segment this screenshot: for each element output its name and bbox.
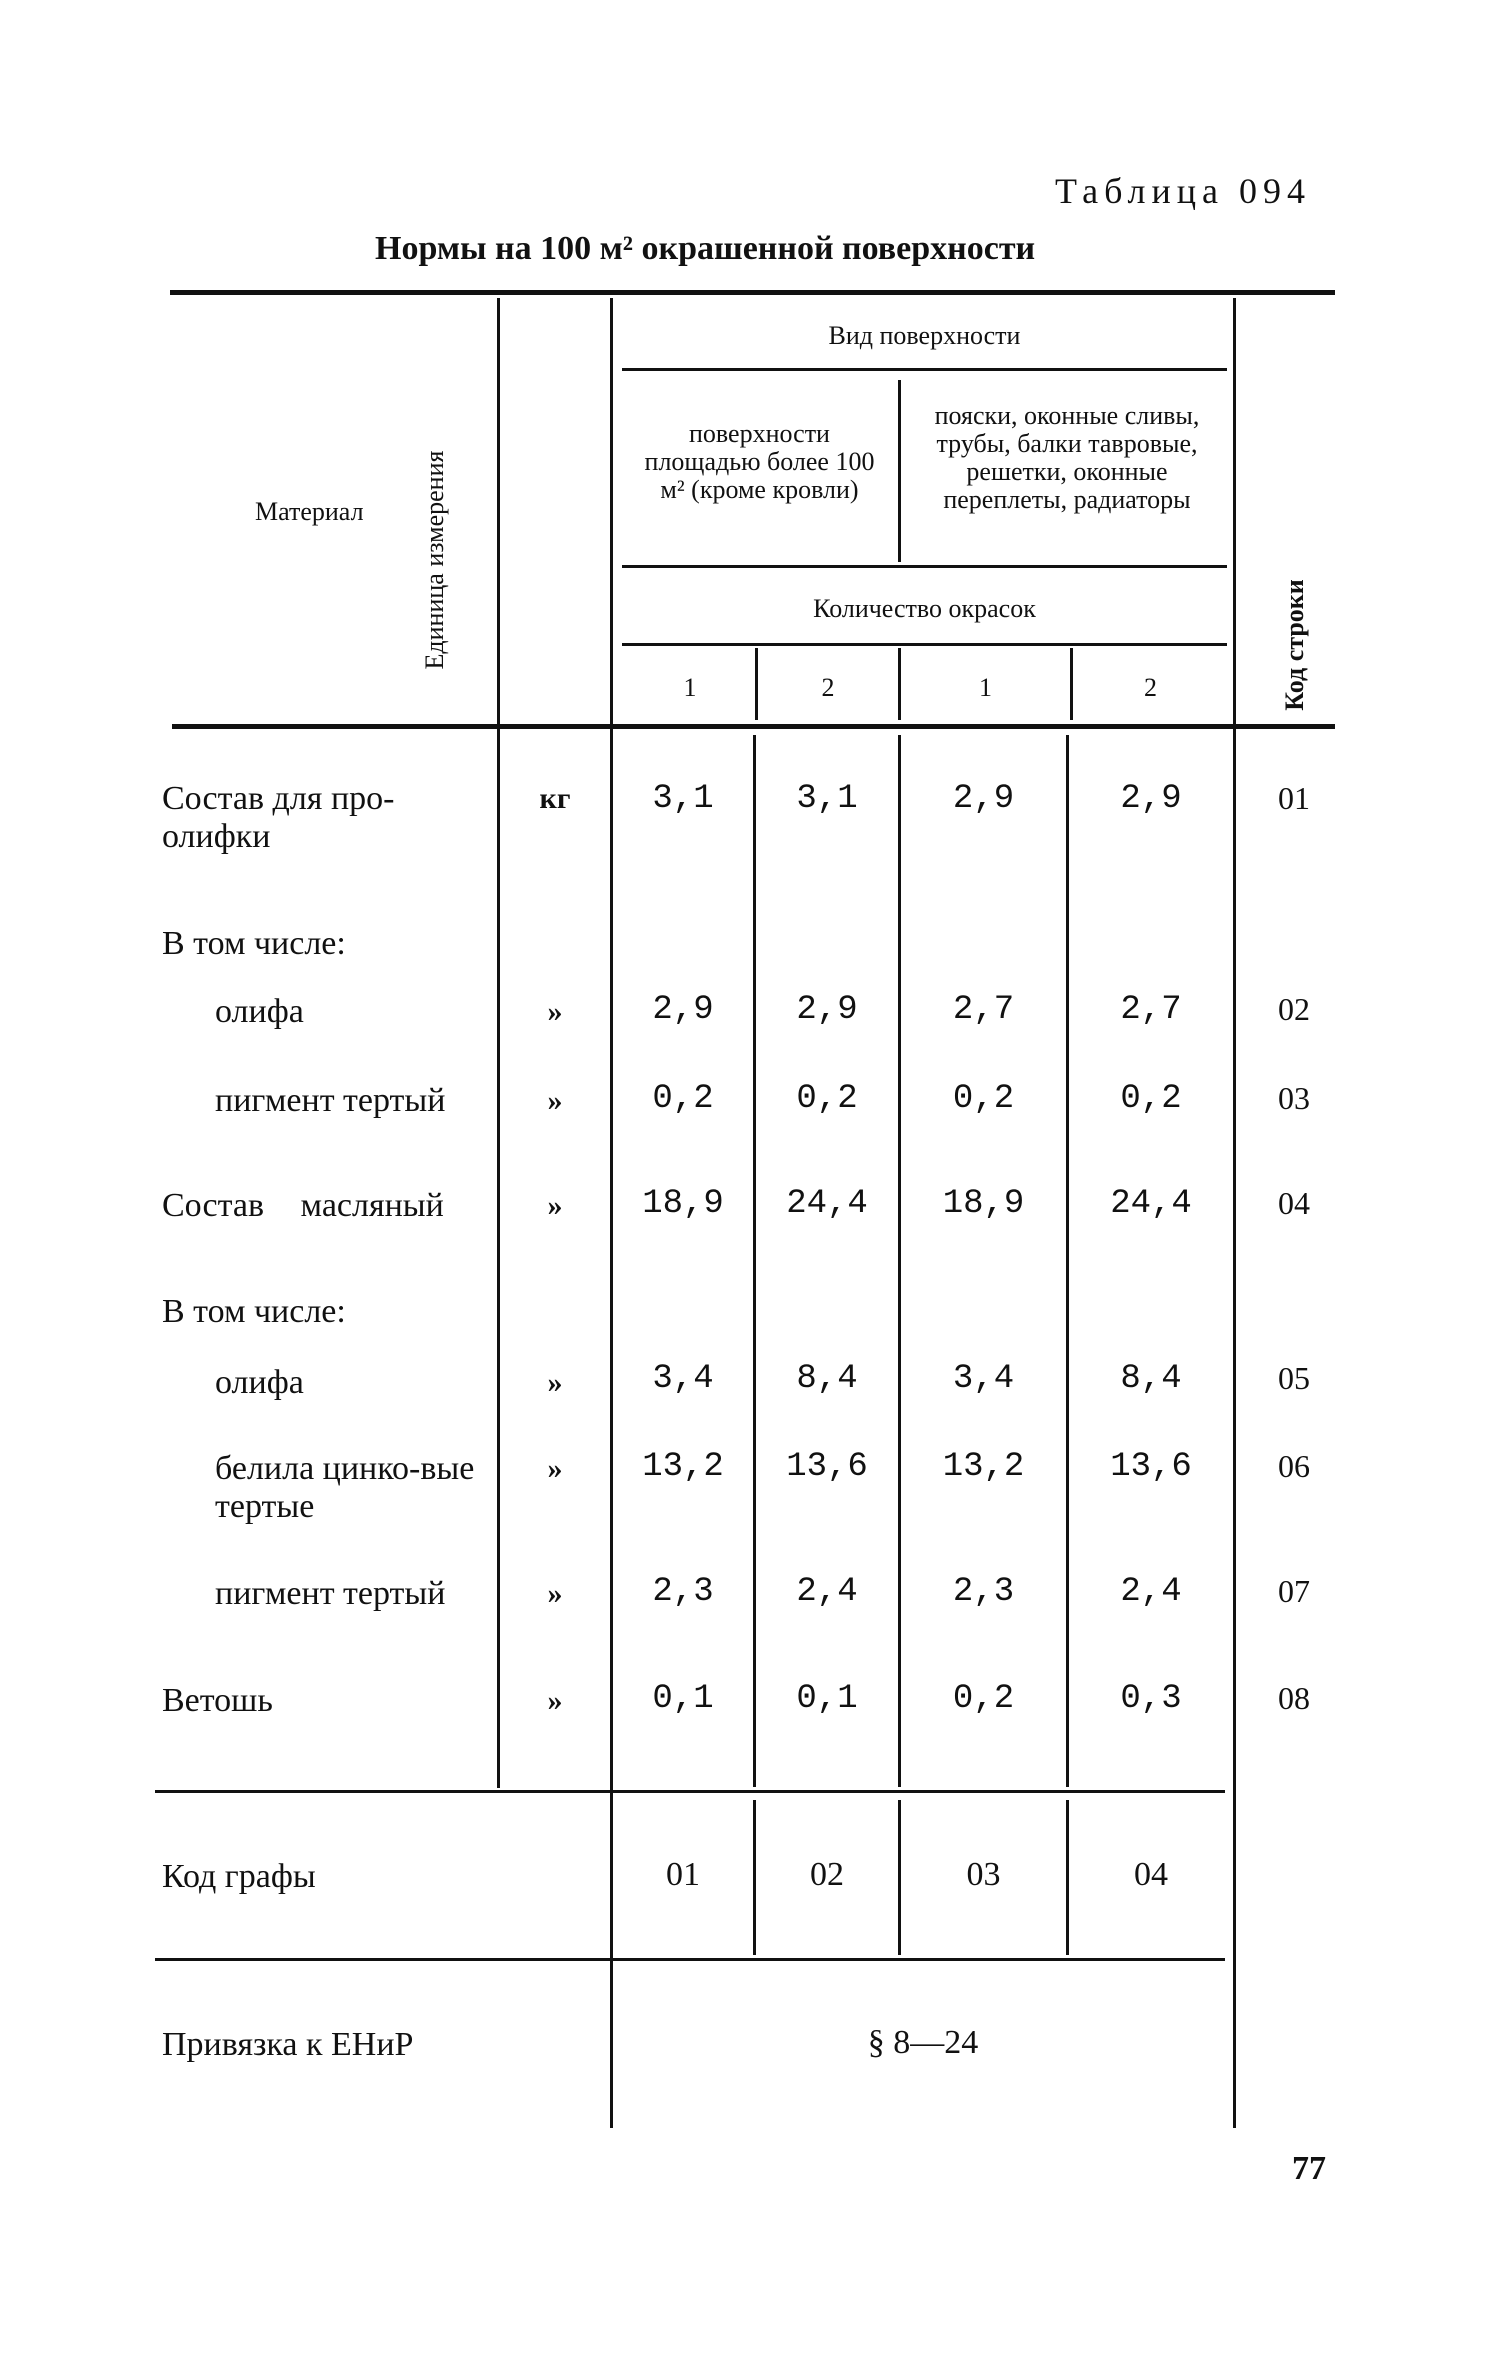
header-count-4: 2: [1144, 673, 1157, 702]
header-material: Материал: [255, 497, 364, 526]
row-unit: »: [547, 1577, 563, 1610]
page-number: 77: [1292, 2150, 1326, 2187]
row-value: 2,4: [1120, 1573, 1182, 1611]
row-label: Состав масляный: [162, 1187, 444, 1224]
surface-divider: [898, 380, 901, 562]
unit-col-left: [497, 298, 500, 1788]
enir-value: § 8—24: [867, 2024, 979, 2061]
row-value: 0,2: [796, 1080, 858, 1118]
row-unit: »: [547, 995, 563, 1028]
row-unit: »: [547, 1452, 563, 1485]
row-subheader: В том числе:: [162, 1293, 346, 1330]
row-value: 0,2: [952, 1080, 1015, 1118]
table-label: Таблица 094: [1055, 171, 1311, 211]
row-value: 2,3: [652, 1573, 714, 1611]
row-value: 3,4: [652, 1360, 714, 1398]
row-label: олифа: [215, 1364, 304, 1401]
row-code: 04: [1278, 1185, 1310, 1221]
row-label: Состав для про-олифки: [162, 780, 395, 855]
row-value: 3,4: [952, 1360, 1015, 1398]
row-value: 3,1: [796, 780, 858, 818]
header-unit: Единица измерения: [420, 450, 449, 670]
row-unit: »: [547, 1684, 563, 1717]
table-title: Нормы на 100 м² окрашенной поверхности: [375, 230, 1036, 267]
row-code: 03: [1278, 1080, 1310, 1116]
body-divider-3: [1066, 735, 1069, 1787]
row-label: пигмент тертый: [215, 1575, 446, 1612]
row-label: олифа: [215, 993, 304, 1030]
row-value: 24,4: [786, 1185, 868, 1223]
row-value: 13,2: [942, 1448, 1025, 1486]
header-count-2: 2: [821, 673, 835, 702]
header-surface-1: поверхности площадью более 100 м² (кроме кровли): [644, 419, 875, 504]
row-code: 08: [1278, 1680, 1310, 1716]
row-value: 8,4: [796, 1360, 858, 1398]
paint-count-top-rule: [622, 565, 1227, 568]
header-count-1: 1: [683, 673, 697, 702]
row-label: пигмент тертый: [215, 1082, 446, 1119]
column-code: 01: [666, 1856, 700, 1893]
top-rule: [170, 290, 1335, 295]
column-code: 03: [966, 1856, 1001, 1893]
row-code: 06: [1278, 1448, 1310, 1484]
column-code: 02: [810, 1856, 844, 1893]
header-surface-2: пояски, оконные сливы, трубы, балки тавровые, решетки, оконные переплеты, радиаторы: [934, 401, 1200, 514]
row-unit: »: [547, 1189, 563, 1222]
row-value: 0,2: [952, 1680, 1015, 1718]
row-code: 05: [1278, 1360, 1310, 1396]
row-label: белила цинко-вые тертые: [215, 1450, 475, 1525]
row-subheader: В том числе:: [162, 925, 346, 962]
row-value: 2,7: [1120, 991, 1182, 1029]
header-row-code: Код строки: [1280, 579, 1309, 711]
row-value: 0,1: [796, 1680, 858, 1718]
row-unit: »: [547, 1366, 563, 1399]
column-code: 04: [1134, 1856, 1168, 1893]
row-value: 2,9: [652, 991, 714, 1029]
row-value: 2,3: [952, 1573, 1015, 1611]
body-divider-1: [753, 735, 756, 1787]
row-value: 13,2: [642, 1448, 724, 1486]
row-value: 13,6: [1110, 1448, 1192, 1486]
row-label: Ветошь: [162, 1682, 273, 1719]
row-unit: »: [547, 1084, 563, 1117]
column-codes-label: Код графы: [162, 1858, 316, 1895]
surface-type-rule: [622, 368, 1227, 371]
enir-label: Привязка к ЕНиР: [162, 2026, 414, 2063]
codes-bottom-rule: [155, 1958, 1225, 1961]
row-value: 24,4: [1110, 1185, 1192, 1223]
body-bottom-rule: [155, 1790, 1225, 1793]
row-code: 02: [1278, 991, 1310, 1027]
row-code: 01: [1278, 780, 1310, 816]
row-value: 13,6: [786, 1448, 868, 1486]
row-value: 2,4: [796, 1573, 858, 1611]
header-count-3: 1: [979, 673, 992, 702]
row-code: 07: [1278, 1573, 1310, 1609]
body-divider-2: [898, 735, 901, 1787]
row-value: 8,4: [1120, 1360, 1182, 1398]
row-unit: кг: [539, 782, 571, 815]
row-value: 2,7: [952, 991, 1015, 1029]
header-paint-count: Количество окрасок: [813, 594, 1036, 623]
row-value: 0,2: [652, 1080, 714, 1118]
row-value: 2,9: [1120, 780, 1182, 818]
row-value: 18,9: [942, 1185, 1025, 1223]
row-value: 0,1: [652, 1680, 714, 1718]
header-bottom-rule: [172, 724, 1335, 729]
row-value: 2,9: [952, 780, 1015, 818]
row-value: 18,9: [642, 1185, 724, 1223]
row-value: 3,1: [652, 780, 714, 818]
row-value: 0,3: [1120, 1680, 1182, 1718]
header-surface-type: Вид поверхности: [828, 321, 1021, 350]
code-col-left: [1233, 298, 1236, 2128]
row-value: 2,9: [796, 991, 858, 1029]
row-value: 0,2: [1120, 1080, 1182, 1118]
paint-count-bottom-rule: [622, 643, 1227, 646]
